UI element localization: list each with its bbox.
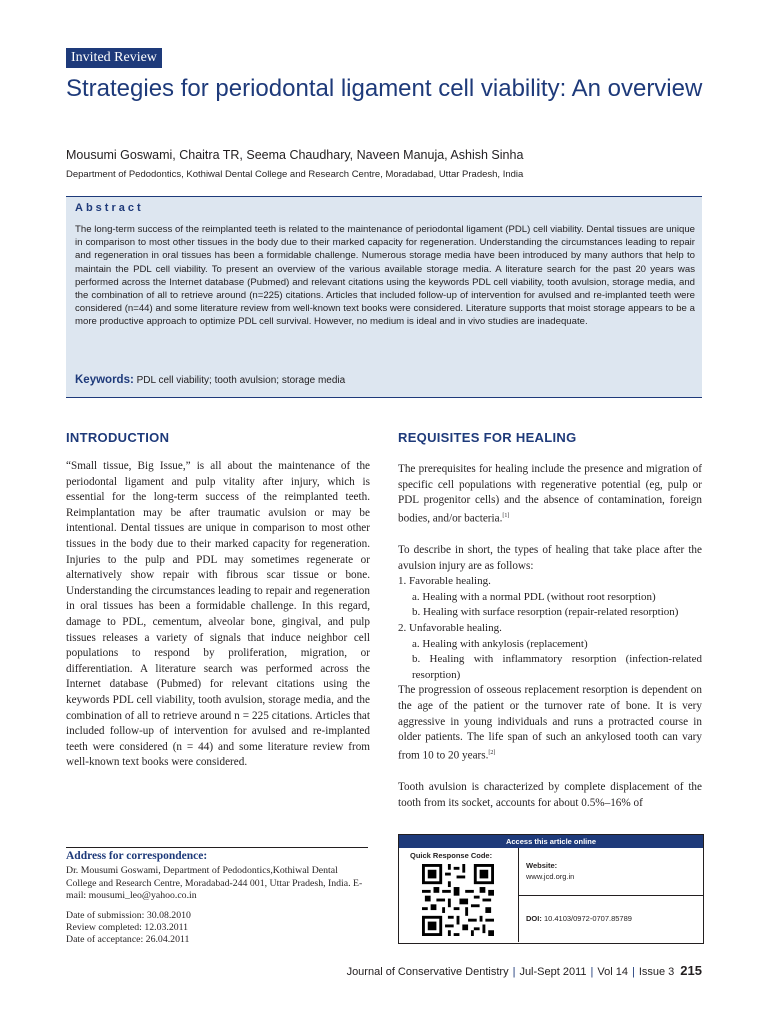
list-item: a. Healing with ankylosis (replacement) (412, 637, 588, 650)
submission-date: Date of submission: 30.08.2010 (66, 910, 191, 921)
website-label: Website: (526, 861, 558, 870)
correspondence-address: Dr. Mousumi Goswami, Department of Pedodontics,Kothiwal Dental College and Research Centre, Moradabad-244 001, Uttar Pradesh, India. E-mail: mousumi_leo@yahoo.co.in (66, 865, 363, 901)
doi-value[interactable]: 10.4103/0972-0707.85789 (543, 914, 632, 923)
journal-volume: Vol 14 (597, 966, 628, 978)
correspondence-divider (66, 847, 368, 848)
website-link[interactable]: www.jcd.org.in (526, 872, 575, 881)
author-list: Mousumi Goswami, Chaitra TR, Seema Chaudhary, Naveen Manuja, Ashish Sinha (66, 148, 524, 162)
qr-label: Quick Response Code: (410, 851, 493, 860)
doi-label: DOI: (526, 914, 542, 923)
acceptance-date: Date of acceptance: 26.04.2011 (66, 934, 190, 945)
keywords (75, 374, 345, 386)
requisites-paragraph-1: The prerequisites for healing include the presence and migration of specific cell populations with regenerative potential (eg, pulp or PDL progenitor cells) and the absence of contamination, foreign bodies, and/or bacteria.[1] (398, 463, 702, 525)
affiliation: Department of Pedodontics, Kothiwal Dental College and Research Centre, Moradabad, Uttar Pradesh, India (66, 169, 524, 180)
requisites-paragraph-2: To describe in short, the types of healing that take place after the avulsion injury are as follows: (398, 544, 702, 572)
keywords-label: Keywords: (75, 374, 134, 386)
requisites-body (398, 462, 702, 811)
page-footer: Journal of Conservative Dentistry | Jul-Sept 2011 | Vol 14 | Issue 3 215 (346, 963, 702, 978)
qr-code-icon[interactable] (422, 864, 494, 936)
list-item: b. Healing with inflammatory resorption (infection-related resorption) (412, 653, 702, 681)
access-heading: Access this article online (399, 835, 703, 848)
access-divider-horizontal (518, 895, 703, 896)
citation-1[interactable]: [1] (502, 512, 510, 519)
abstract-text: The long-term success of the reimplanted teeth is related to the maintenance of periodontal ligament (PDL) cell viability. Dental tissues are unique in comparison to most other tissues in the body due to their marked capacity for regeneration. Understanding the circumstances leading to repair and regeneration in oral tissues has been a formidable challenge. Numerous storage media have been introduced by many authors that help to maintain the PDL cell viability. To present an overview of the various available storage media. A literature search for the past 20 years was performed across the Internet database (Pubmed) and relevant citations using the keywords PDL cell viability, tooth avulsion, storage media, and the combination of all to retrieve around (n=225) citations. Articles that included follow-up of intervention for avulsed and re-implanted teeth were considered (n=44) and some literature review from well-known text books were considered. Literature supports that moist storage appears to be a more productive approach to optimize PDL cell survival. However, no medium is ideal and in vivo studies are inadequate. (75, 224, 695, 328)
journal-period: Jul-Sept 2011 (519, 966, 587, 978)
requisites-paragraph-4: Tooth avulsion is characterized by complete displacement of the tooth from its socket, accounts for about 0.5%–16% of (398, 781, 702, 809)
review-date: Review completed: 12.03.2011 (66, 922, 189, 933)
list-item: 1. Favorable healing. (398, 575, 491, 588)
list-item: 2. Unfavorable healing. (398, 622, 502, 635)
journal-name: Journal of Conservative Dentistry (346, 966, 509, 978)
keywords-text: PDL cell viability; tooth avulsion; storage media (136, 375, 346, 386)
journal-issue: Issue 3 (638, 966, 675, 978)
doi (526, 914, 632, 923)
article-type-tag: Invited Review (66, 48, 162, 68)
requisites-paragraph-3: The progression of osseous replacement resorption is dependent on the age of the patient or the turnover rate of bone. It is very aggressive in young individuals and runs a protracted course in older patients. The life span of such an ankylosed tooth can vary from 10 to 20 years.[2] (398, 684, 702, 762)
abstract-heading: Abstract (75, 202, 144, 214)
introduction-body (66, 459, 370, 771)
requisites-heading: REQUISITES FOR HEALING (398, 430, 577, 445)
correspondence-heading: Address for correspondence: (66, 850, 208, 862)
article-dates (66, 910, 191, 946)
page-number: 215 (680, 963, 702, 978)
citation-2[interactable]: [2] (488, 749, 496, 756)
healing-types-list (398, 574, 702, 683)
introduction-heading: INTRODUCTION (66, 430, 170, 445)
list-item: a. Healing with a normal PDL (without root resorption) (412, 590, 656, 603)
list-item: b. Healing with surface resorption (repair-related resorption) (412, 606, 679, 619)
introduction-paragraph: “Small tissue, Big Issue,” is all about the maintenance of the periodontal ligament and pulp vitality after injury, which is essential for the long-term success of the reimplanted teeth. Reimplantation may be after traumatic avulsion or may be intentional. Dental tissues are unique in comparison to most other tissues in the body due to their marked capacity for regeneration. Injuries to the pulp and PDL may sometimes regenerate or alternatively show repair with fibrous scar tissue or bone. Understanding the circumstances leading to repair and regeneration in oral tissues has been a formidable challenge. In this regard, damage to PDL, cementum, alveolar bone, gingival, and pulp tissues releases a variety of signals that induce neighbor cell populations to respond by proliferation, migration, or differentiation. A literature search was performed across the Internet database (Pubmed) for relevant citations using the keywords PDL cell viability, tooth avulsion, storage media, and the combination of all to retrieve around n = 225 citations. Articles that included follow-up of intervention for avulsed and re-implanted teeth were considered (n = 44) and some literature review from well-known text books were considered. (66, 460, 370, 769)
article-title: Strategies for periodontal ligament cell viability: An overview (66, 75, 703, 102)
